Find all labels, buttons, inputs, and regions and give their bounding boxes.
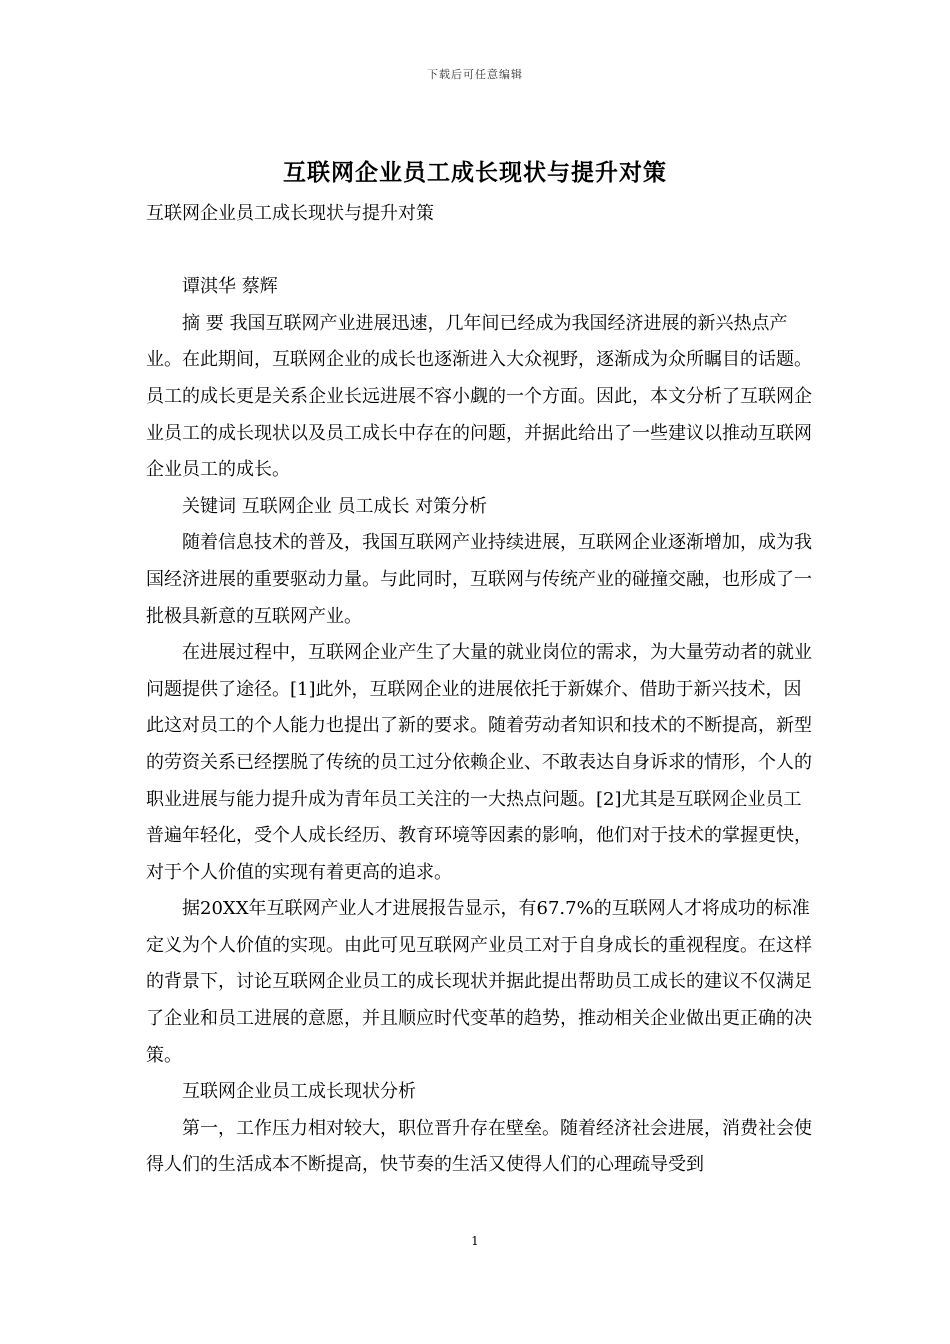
body-paragraph: 在进展过程中，互联网企业产生了大量的就业岗位的需求，为大量劳动者的就业问题提供了途径。[1]此外，互联网企业的进展依托于新媒介、借助于新兴技术，因此这对员工的个人能力也提出了新的要求。随着劳动者知识和技术的不断提高，新型的劳资关系已经摆脱了传统的员工过分依赖企业、不敢表达自身诉求的情形，个人的职业进展与能力提升成为青年员工关注的一大热点问题。[2]尤其是互联网企业员工普遍年轻化，受个人成长经历、教育环境等因素的影响，他们对于技术的掌握更快，对于个人价值的实现有着更高的追求。	[146, 642, 812, 883]
authors: 谭淇华 蔡辉	[182, 276, 278, 298]
section-heading: 互联网企业员工成长现状分析	[182, 1081, 416, 1103]
keywords-paragraph: 关键词 互联网企业 员工成长 对策分析	[182, 495, 488, 517]
abstract-paragraph: 摘 要 我国互联网产业进展迅速，几年间已经成为我国经济进展的新兴热点产业。在此期间，互联网企业的成长也逐渐进入大众视野，逐渐成为众所瞩目的话题。员工的成长更是关系企业长远进展不容小觑的一个方面。因此，本文分析了互联网企业员工的成长现状以及员工成长中存在的问题，并据此给出了一些建议以推动互联网企业员工的成长。	[146, 312, 812, 481]
document-body	[146, 196, 818, 1184]
body-paragraph: 随着信息技术的普及，我国互联网产业持续进展，互联网企业逐渐增加，成为我国经济进展的重要驱动力量。与此同时，互联网与传统产业的碰撞交融，也形成了一批极具新意的互联网产业。	[146, 532, 812, 627]
header-note: 下载后可任意编辑	[427, 68, 523, 81]
body-paragraph: 第一，工作压力相对较大，职位晋升存在壁垒。随着经济社会进展，消费社会使得人们的生活成本不断提高，快节奏的生活又使得人们的心理疏导受到	[146, 1117, 812, 1176]
subtitle: 互联网企业员工成长现状与提升对策	[146, 203, 434, 224]
blank-line	[146, 233, 818, 270]
page-number: 1	[471, 1234, 479, 1248]
document-title: 互联网企业员工成长现状与提升对策	[283, 159, 667, 186]
body-paragraph: 据20XX年互联网产业人才进展报告显示，有67.7%的互联网人才将成功的标准定义为个人价值的实现。由此可见互联网产业员工对于自身成长的重视程度。在这样的背景下，讨论互联网企业员工的成长现状并据此提出帮助员工成长的建议不仅满足了企业和员工进展的意愿，并且顺应时代变革的趋势，推动相关企业做出更正确的决策。	[146, 898, 812, 1066]
